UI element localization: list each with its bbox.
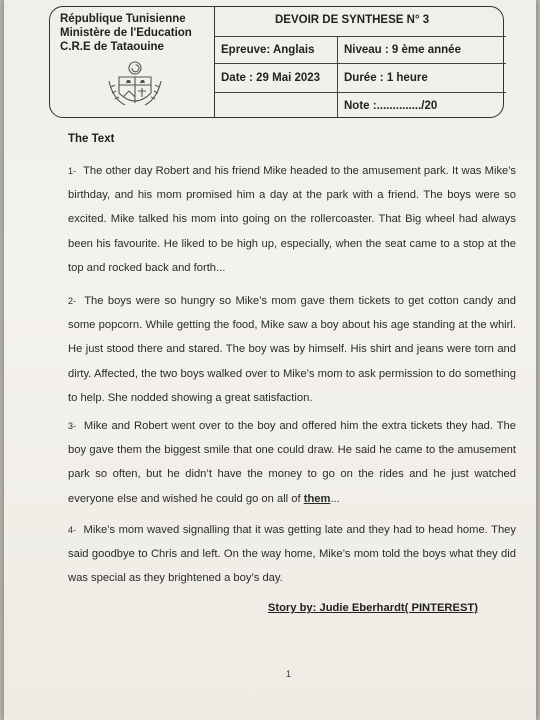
emphasized-word: them xyxy=(303,492,331,505)
story-credit: Story by: Judie Eberhardt( PINTEREST) xyxy=(267,602,478,614)
paragraph-number: 2- xyxy=(68,296,77,306)
paragraph-3 xyxy=(68,414,516,511)
paragraph-text: The other day Robert and his friend Mike headed to the amusement park. It was Mike's birthday, and his mom promised him a day at the park with a friend. The boys were so excited. Mike talked his mom into going on the rollercoaster. That Big wheel had always been his favourite. He liked to be high up, especially, when the seat came to a stop at the top and rocked back and forth... xyxy=(68,165,516,274)
paragraph-number: 1- xyxy=(68,166,77,176)
paragraph-4 xyxy=(68,518,516,591)
date-label: Date : 29 Mai 2023 xyxy=(221,72,321,84)
paragraph-text: The boys were so hungry so Mike’s mom gave them tickets to get cotton candy and some popcorn. While getting the food, Mike saw a boy about his age standing at the whirl. He just stood there and stared. The boy was by himself. His shirt and jeans were torn and dirty. Affected, the two boys walked over to Mike’s mom to ask permission to do something to help. She nodded showing a great satisfaction. xyxy=(68,295,516,404)
grade-field: Note :............../20 xyxy=(344,100,438,112)
paragraph-1 xyxy=(68,159,516,280)
paragraph-number: 4- xyxy=(68,525,77,535)
ministry-line-ministry: Ministère de l'Education xyxy=(60,27,192,39)
header-box xyxy=(49,6,504,118)
subject-label: Epreuve: Anglais xyxy=(221,44,315,56)
section-title: The Text xyxy=(68,133,115,145)
page-number: 1 xyxy=(286,669,292,679)
paragraph-text: Mike and Robert went over to the boy and offered him the extra tickets they had. The boy gave them the biggest smile that one could draw. He said he came to the amusement park so often, but he didn’t have the money to go on the rides and he just watched everyone else and wished he could go on all of xyxy=(68,420,516,505)
duration-label: Durée : 1 heure xyxy=(344,72,428,84)
grid-divider xyxy=(337,36,338,118)
paragraph-number: 3- xyxy=(68,421,77,431)
exam-title: DEVOIR DE SYNTHESE N° 3 xyxy=(275,14,430,26)
paragraph-tail: ... xyxy=(330,492,340,505)
paragraph-text: Mike’s mom waved signalling that it was getting late and they had to head home. They said goodbye to Chris and left. On the way home, Mike’s mom told the boys what they did was special as they brightened a boy’s day. xyxy=(68,524,516,585)
ministry-line-cre: C.R.E de Tataouine xyxy=(60,41,164,53)
exam-info-grid xyxy=(214,6,506,118)
ministry-line-country: République Tunisienne xyxy=(60,13,186,25)
ministry-block xyxy=(60,12,210,54)
paragraph-2 xyxy=(68,289,516,410)
level-label: Niveau : 9 ème année xyxy=(344,44,461,56)
tunisia-emblem-icon xyxy=(105,59,165,113)
exam-sheet xyxy=(4,0,536,720)
